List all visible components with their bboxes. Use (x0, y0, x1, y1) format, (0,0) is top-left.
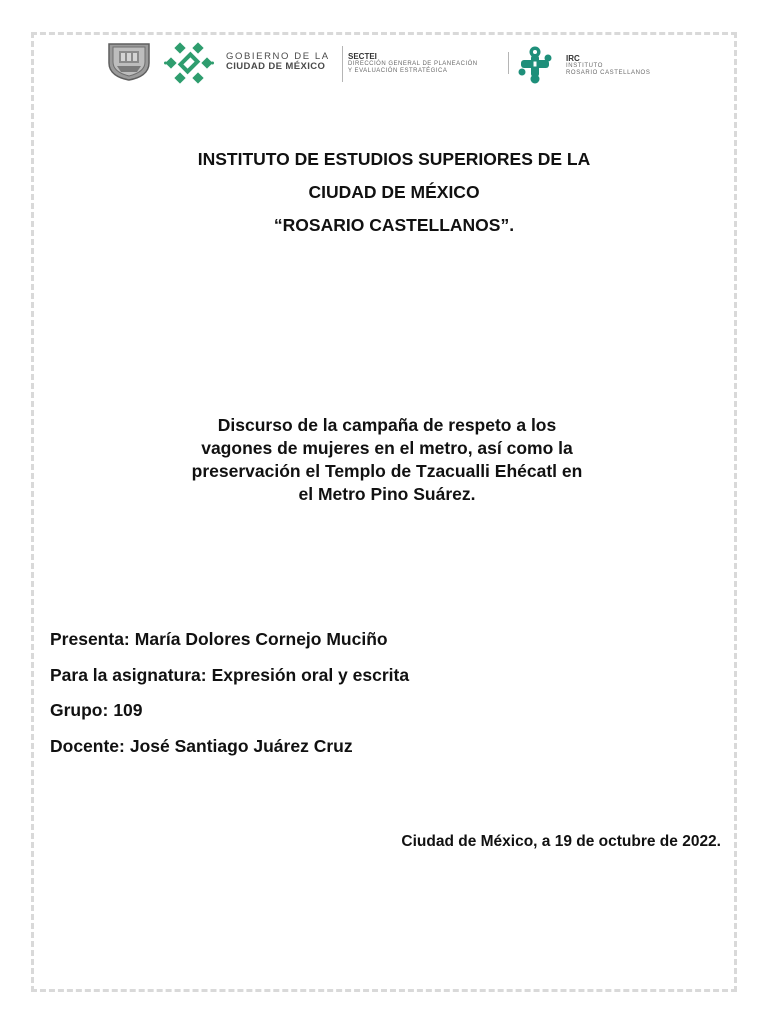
irc-logo-icon (518, 46, 552, 84)
irc-line-1: INSTITUTO (566, 63, 603, 69)
coat-of-arms-icon (106, 41, 152, 81)
institution-line-1: INSTITUTO DE ESTUDIOS SUPERIORES DE LA (197, 149, 591, 169)
cdmx-logo-icon (164, 40, 214, 86)
sectei-line-2: Y EVALUACIÓN ESTRATÉGICA (348, 68, 448, 74)
document-details (50, 627, 730, 769)
header-divider (508, 52, 509, 74)
asignatura-value: Expresión oral y escrita (211, 664, 410, 685)
institution-line-2: CIUDAD DE MÉXICO (308, 182, 480, 202)
gov-line-1: GOBIERNO DE LA (226, 51, 330, 62)
document-title-line-1: Discurso de la campaña de respeto a los (217, 415, 557, 435)
detail-grupo (50, 698, 730, 734)
gov-line-2: CIUDAD DE MÉXICO (226, 61, 326, 72)
presenta-label: Presenta: (50, 629, 130, 649)
document-title-line-4: el Metro Pino Suárez. (298, 484, 476, 504)
detail-presenta (50, 627, 730, 663)
irc-line-2: ROSARIO CASTELLANOS (566, 70, 651, 76)
docente-label: Docente: (50, 735, 125, 756)
detail-asignatura (50, 663, 730, 699)
header-logos (106, 40, 666, 90)
institution-title (0, 143, 768, 242)
detail-docente (50, 734, 730, 770)
grupo-value: 109 (113, 700, 143, 720)
irc-name (566, 54, 676, 77)
document-title (140, 414, 634, 506)
presenta-value: María Dolores Cornejo Muciño (134, 629, 388, 649)
docente-value: José Santiago Juárez Cruz (129, 735, 353, 756)
header-divider (342, 46, 343, 82)
document-title-line-2: vagones de mujeres en el metro, así como la (201, 438, 573, 458)
government-name (226, 52, 336, 72)
sectei-name (348, 52, 508, 75)
document-title-line-3: preservación el Templo de Tzacualli Ehécatl en (191, 461, 583, 481)
asignatura-label: Para la asignatura: (50, 664, 207, 685)
institution-line-3: “ROSARIO CASTELLANOS”. (273, 215, 515, 235)
place-date: Ciudad de México, a 19 de octubre de 2022. (401, 833, 721, 850)
sectei-line-1: DIRECCIÓN GENERAL DE PLANEACIÓN (348, 61, 478, 67)
grupo-label: Grupo: (50, 700, 109, 720)
irc-title: IRC (566, 54, 580, 63)
sectei-title: SECTEI (348, 52, 377, 61)
